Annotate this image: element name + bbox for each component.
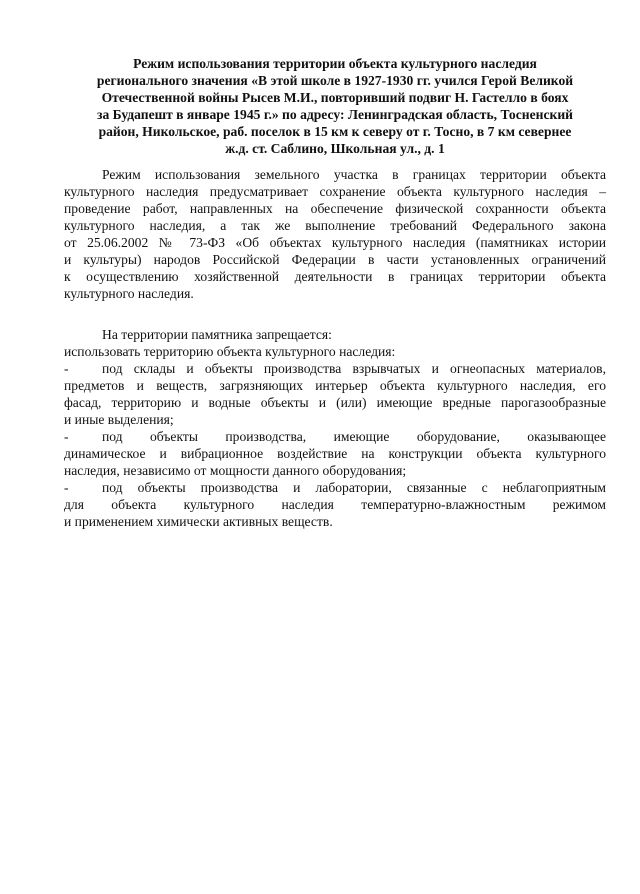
title-line: Режим использования территории объекта культурного наследия bbox=[133, 56, 537, 71]
paragraph-line: Режим использования земельного участка в границах территории объекта bbox=[102, 167, 606, 182]
paragraph-line: и культуры) народов Российской Федерации в части установленных ограничений bbox=[64, 252, 606, 267]
list-item-text: предметов и веществ, загрязняющих интерьер объекта культурного наследия, его bbox=[64, 378, 606, 393]
list-item-text: наследия, независимо от мощности данного оборудования; bbox=[64, 463, 407, 478]
paragraph-line: культурного наследия предусматривает сохранение объекта культурного наследия – bbox=[64, 184, 606, 199]
title-line: ж.д. ст. Саблино, Школьная ул., д. 1 bbox=[225, 141, 445, 156]
title-line: регионального значения «В этой школе в 1927-1930 гг. учился Герой Великой bbox=[96, 73, 574, 88]
title-line: за Будапешт в январе 1945 г.» по адресу: Ленинградская область, Тосненский bbox=[97, 107, 573, 122]
title-line: район, Никольское, раб. поселок в 15 км к северу от г. Тосно, в 7 км севернее bbox=[98, 124, 572, 139]
list-item-text: для объекта культурного наследия температурно-влажностным режимом bbox=[64, 497, 606, 512]
paragraph-line: культурного наследия. bbox=[64, 286, 194, 301]
paragraph-line: от 25.06.2002 № 73-ФЗ «Об объектах культурного наследия (памятниках истории bbox=[64, 235, 606, 250]
list-item-text: под объекты производства, имеющие оборудование, оказывающее bbox=[102, 429, 606, 444]
list-dash: - bbox=[64, 429, 69, 444]
list-dash: - bbox=[64, 480, 69, 495]
prohibitions-heading: На территории памятника запрещается: bbox=[102, 327, 332, 342]
list-item-text: под склады и объекты производства взрывчатых и огнеопасных материалов, bbox=[102, 361, 606, 376]
list-item-text: под объекты производства и лаборатории, связанные с неблагоприятным bbox=[102, 480, 606, 495]
intro-paragraph bbox=[64, 166, 606, 302]
paragraph-line: проведение работ, направленных на обеспечение физической сохранности объекта bbox=[64, 201, 606, 216]
list-item-text: и применением химически активных веществ. bbox=[64, 514, 333, 529]
paragraph-line: культурного наследия, а так же выполнение требований Федерального закона bbox=[64, 218, 606, 233]
prohibitions-section bbox=[64, 326, 606, 530]
title-line: Отечественной войны Рысев М.И., повторивший подвиг Н. Гастелло в боях bbox=[101, 90, 569, 105]
list-item-text: фасад, территорию и водные объекты и (или) имеющие вредные парогазообразные bbox=[64, 395, 606, 410]
prohibition-item bbox=[64, 360, 606, 428]
paragraph-line: к осуществлению хозяйственной деятельности в границах территории объекта bbox=[64, 269, 606, 284]
list-item-text: и иные выделения; bbox=[64, 412, 174, 427]
list-dash: - bbox=[64, 361, 69, 376]
document-title bbox=[64, 55, 606, 157]
prohibitions-subheading: использовать территорию объекта культурного наследия: bbox=[64, 344, 396, 359]
prohibition-item bbox=[64, 479, 606, 530]
list-item-text: динамическое и вибрационное воздействие на конструкции объекта культурного bbox=[64, 446, 606, 461]
prohibition-item bbox=[64, 428, 606, 479]
